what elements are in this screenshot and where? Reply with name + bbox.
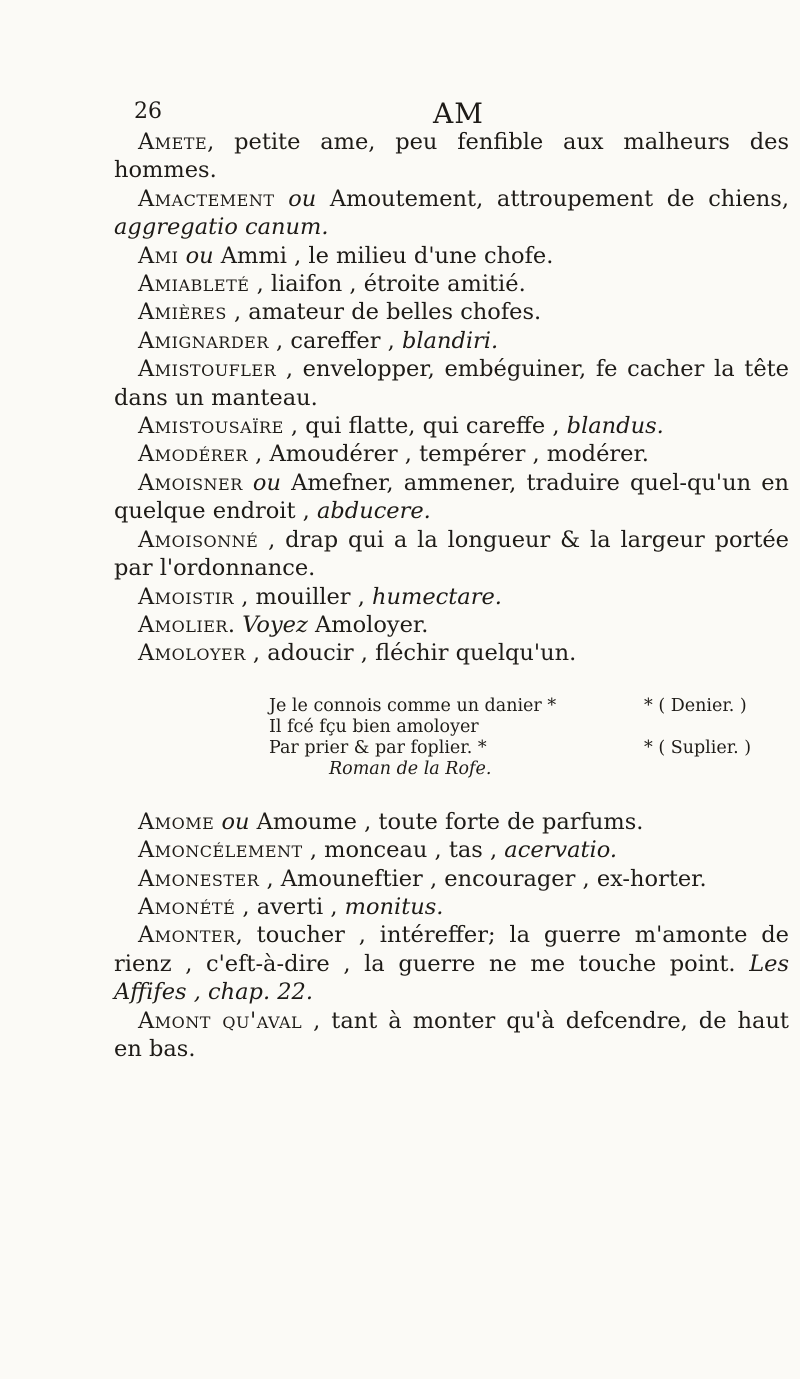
dictionary-entry	[114, 836, 789, 864]
entry-headword: Ami	[138, 242, 179, 269]
dictionary-entry	[114, 583, 789, 611]
entry-definition: Amoume , toute forte de parfums.	[249, 808, 644, 835]
entry-headword: Amignarder	[138, 327, 269, 354]
entry-headword: Amoncélement	[138, 837, 303, 864]
entry-conjunction: ou	[185, 242, 214, 269]
dictionary-entry	[114, 808, 789, 836]
entry-definition: , envelopper, embéguiner, fe cacher la tête dans un manteau.	[114, 356, 789, 411]
entry-definition: , monceau , tas ,	[302, 837, 505, 864]
entry-definition: , drap qui a la longueur & la largeur portée par l'ordonnance.	[114, 526, 789, 582]
entries-column	[114, 128, 789, 1063]
dictionary-entry	[114, 242, 789, 270]
page-number: 26	[134, 99, 162, 124]
entry-definition: , amateur de belles chofes.	[226, 299, 542, 326]
poem-line: Il fcé fçu bien amoloyer	[269, 716, 479, 737]
entry-definition: , Amouneftier , encourager , ex-horter.	[259, 865, 707, 892]
dictionary-entry	[114, 1007, 789, 1064]
entry-latin: aggregatio canum.	[114, 214, 329, 241]
entry-definition: Amoutement, attroupement de chiens,	[316, 185, 789, 212]
entry-latin: Voyez	[242, 611, 308, 638]
dictionary-entry	[114, 270, 789, 298]
dictionary-entry	[114, 921, 789, 1006]
entry-headword: Amoloyer	[138, 640, 246, 667]
dictionary-entry	[114, 865, 789, 893]
entry-headword: Amont qu'aval	[138, 1007, 303, 1034]
entry-headword: Amete	[138, 129, 208, 155]
poem-note: * ( Denier. )	[644, 695, 747, 716]
dictionary-entry	[114, 185, 789, 242]
dictionary-entry	[114, 355, 789, 412]
entry-latin: humectare.	[372, 583, 502, 610]
entry-definition: , petite ame, peu fenfible aux malheurs des hommes.	[114, 129, 789, 184]
entry-conjunction: ou	[252, 469, 281, 496]
entry-headword: Amonété	[138, 893, 236, 920]
entry-latin: abducere.	[316, 498, 431, 525]
entry-headword: Amiableté	[138, 271, 250, 298]
entry-headword: Amistousaïre	[138, 413, 284, 440]
dictionary-entry	[114, 412, 789, 440]
entry-definition: Amefner, ammener, traduire quel-qu'un en quelque endroit ,	[114, 469, 789, 525]
poem-line: Par prier & par foplier. * * ( Suplier. )	[269, 737, 752, 758]
dictionary-entry	[114, 327, 789, 355]
entry-definition: , qui flatte, qui careffe ,	[283, 413, 567, 440]
entry-definition: , tant à monter qu'à defcendre, de haut en bas.	[114, 1007, 789, 1062]
entry-headword: Amonester	[138, 865, 260, 892]
poem-quotation	[114, 696, 789, 780]
dictionary-entry	[114, 440, 789, 468]
entry-definition: Amoloyer.	[307, 611, 429, 638]
dictionary-entry	[114, 639, 789, 667]
entry-latin: blandiri.	[401, 327, 499, 354]
entry-latin: Les Affifes , chap. 22.	[114, 950, 789, 1006]
entry-conjunction: ou	[221, 808, 250, 835]
entry-latin: monitus.	[344, 893, 444, 920]
entries-after-poem	[114, 808, 789, 1064]
poem-note: * ( Suplier. )	[644, 737, 752, 758]
entry-latin: acervatio.	[504, 837, 618, 864]
poem-line: Je le connois comme un danier * * ( Denier. )	[269, 695, 747, 716]
running-head: AM	[433, 97, 484, 130]
poem-source: Roman de la Rofe.	[329, 758, 492, 779]
entry-definition: , mouiller ,	[234, 583, 373, 610]
entry-headword: Amodérer	[138, 441, 249, 468]
entry-definition: , Amoudérer , tempérer , modérer.	[248, 441, 649, 468]
dictionary-entry	[114, 611, 789, 639]
entry-definition: , toucher , intéreffer; la guerre m'amonte de rienz , c'eft-à-dire , la guerre ne me touche point.	[114, 922, 789, 977]
entries-before-poem	[114, 128, 789, 668]
entry-headword: Amoisner	[138, 469, 243, 496]
entry-definition: .	[227, 611, 243, 638]
entry-definition: , liaifon , étroite amitié.	[249, 271, 526, 298]
dictionary-entry	[114, 298, 789, 326]
entry-conjunction: ou	[288, 185, 317, 212]
dictionary-entry	[114, 526, 789, 583]
entry-headword: Amistoufler	[138, 356, 277, 383]
entry-definition: Ammi , le milieu d'une chofe.	[213, 242, 554, 269]
entry-headword: Amonter	[138, 922, 236, 949]
entry-definition: , averti ,	[235, 893, 345, 920]
dictionary-entry	[114, 469, 789, 526]
entry-headword: Amactement	[138, 185, 275, 212]
entry-headword: Amolier	[138, 611, 228, 638]
entry-headword: Amome	[138, 808, 215, 835]
entry-definition: , careffer ,	[268, 327, 402, 354]
entry-definition: , adoucir , fléchir quelqu'un.	[245, 640, 577, 667]
entry-headword: Amoistir	[138, 583, 235, 610]
entry-latin: blandus.	[566, 413, 664, 440]
entry-headword: Amoisonné	[138, 526, 259, 553]
dictionary-entry	[114, 128, 789, 185]
dictionary-entry	[114, 893, 789, 921]
entry-headword: Amières	[138, 299, 227, 326]
